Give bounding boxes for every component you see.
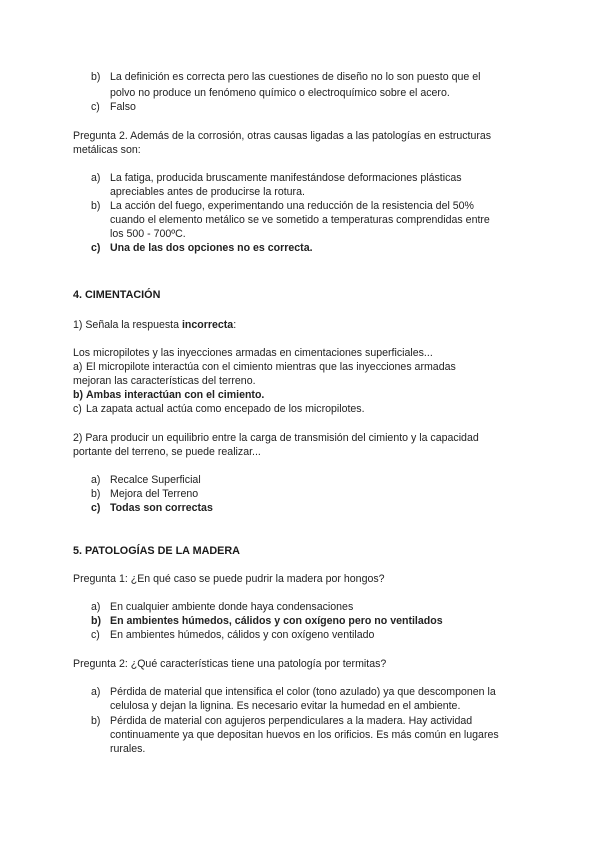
option-label: b) (91, 488, 101, 500)
option-text: Mejora del Terreno (110, 488, 199, 500)
option-text: Pérdida de material que intensifica el color (tono azulado) ya que descomponen la (110, 686, 496, 698)
option-label-correct: b) (73, 389, 83, 401)
question-emphasis: incorrecta (181, 319, 234, 331)
section-heading: 4. CIMENTACIÓN (73, 289, 161, 301)
question-text: Pregunta 2: ¿Qué características tiene una patología por termitas? (73, 658, 387, 670)
option-label: a) (91, 172, 101, 184)
option-text: La acción del fuego, experimentando una reducción de la resistencia del 50% (110, 200, 474, 212)
question-stem: Los micropilotes y las inyecciones armadas en cimentaciones superficiales... (73, 347, 433, 359)
option-text: En cualquier ambiente donde haya condensaciones (110, 601, 354, 613)
option-label: a) (91, 601, 101, 613)
option-text: cuando el elemento metálico se ve sometido a temperaturas comprendidas entre (110, 214, 490, 226)
option-label: a) (73, 361, 83, 373)
question-text: metálicas son: (73, 144, 141, 156)
option-text: La zapata actual actúa como encepado de los micropilotes. (86, 403, 365, 415)
option-text: En ambientes húmedos, cálidos y con oxígeno ventilado (110, 629, 375, 641)
option-label: c) (91, 101, 100, 113)
option-text: los 500 - 700ºC. (110, 228, 186, 240)
option-text: Pérdida de material con agujeros perpendiculares a la madera. Hay actividad (110, 715, 473, 727)
option-label: a) (91, 686, 101, 698)
option-text-correct: Una de las dos opciones no es correcta. (110, 242, 313, 254)
option-text: apreciables antes de producirse la rotura. (110, 186, 305, 198)
option-text: La fatiga, producida bruscamente manifestándose deformaciones plásticas (110, 172, 462, 184)
option-text-correct: Todas son correctas (110, 502, 213, 514)
option-text: Recalce Superficial (110, 474, 201, 486)
question-text: 2) Para producir un equilibrio entre la carga de transmisión del cimiento y la capacidad (73, 432, 479, 444)
question-prefix: 1) Señala la respuesta (73, 319, 182, 331)
section-heading: 5. PATOLOGÍAS DE LA MADERA (73, 545, 240, 557)
question-text: Pregunta 2. Además de la corrosión, otras causas ligadas a las patologías en estructuras (73, 130, 492, 142)
option-text: mejoran las características del terreno. (73, 375, 256, 387)
option-label-correct: c) (91, 502, 101, 514)
option-text-correct: En ambientes húmedos, cálidos y con oxígeno pero no ventilados (110, 615, 443, 627)
option-text: continuamente ya que depositan huevos en los orificios. Es más común en lugares (110, 729, 499, 741)
option-text: Falso (110, 101, 136, 113)
question-suffix: : (233, 319, 237, 331)
option-label-correct: c) (91, 242, 101, 254)
option-text: celulosa y dejan la lignina. Es necesario evitar la humedad en el ambiente. (110, 700, 461, 712)
option-label: b) (91, 71, 101, 83)
option-label: b) (91, 200, 101, 212)
option-label: c) (73, 403, 82, 415)
option-text: rurales. (110, 743, 146, 755)
option-text: El micropilote interactúa con el cimiento mientras que las inyecciones armadas (86, 361, 456, 373)
question-text: portante del terreno, se puede realizar... (73, 446, 261, 458)
option-label: c) (91, 629, 100, 641)
option-text: La definición es correcta pero las cuestiones de diseño no lo son puesto que el (110, 71, 481, 83)
option-text: polvo no produce un fenómeno químico o electroquímico sobre el acero. (110, 87, 450, 99)
option-label: b) (91, 715, 101, 727)
option-label-correct: b) (91, 615, 101, 627)
option-text-correct: Ambas interactúan con el cimiento. (86, 389, 265, 401)
question-text (73, 318, 236, 332)
question-text: Pregunta 1: ¿En qué caso se puede pudrir la madera por hongos? (73, 573, 385, 585)
option-label: a) (91, 474, 101, 486)
